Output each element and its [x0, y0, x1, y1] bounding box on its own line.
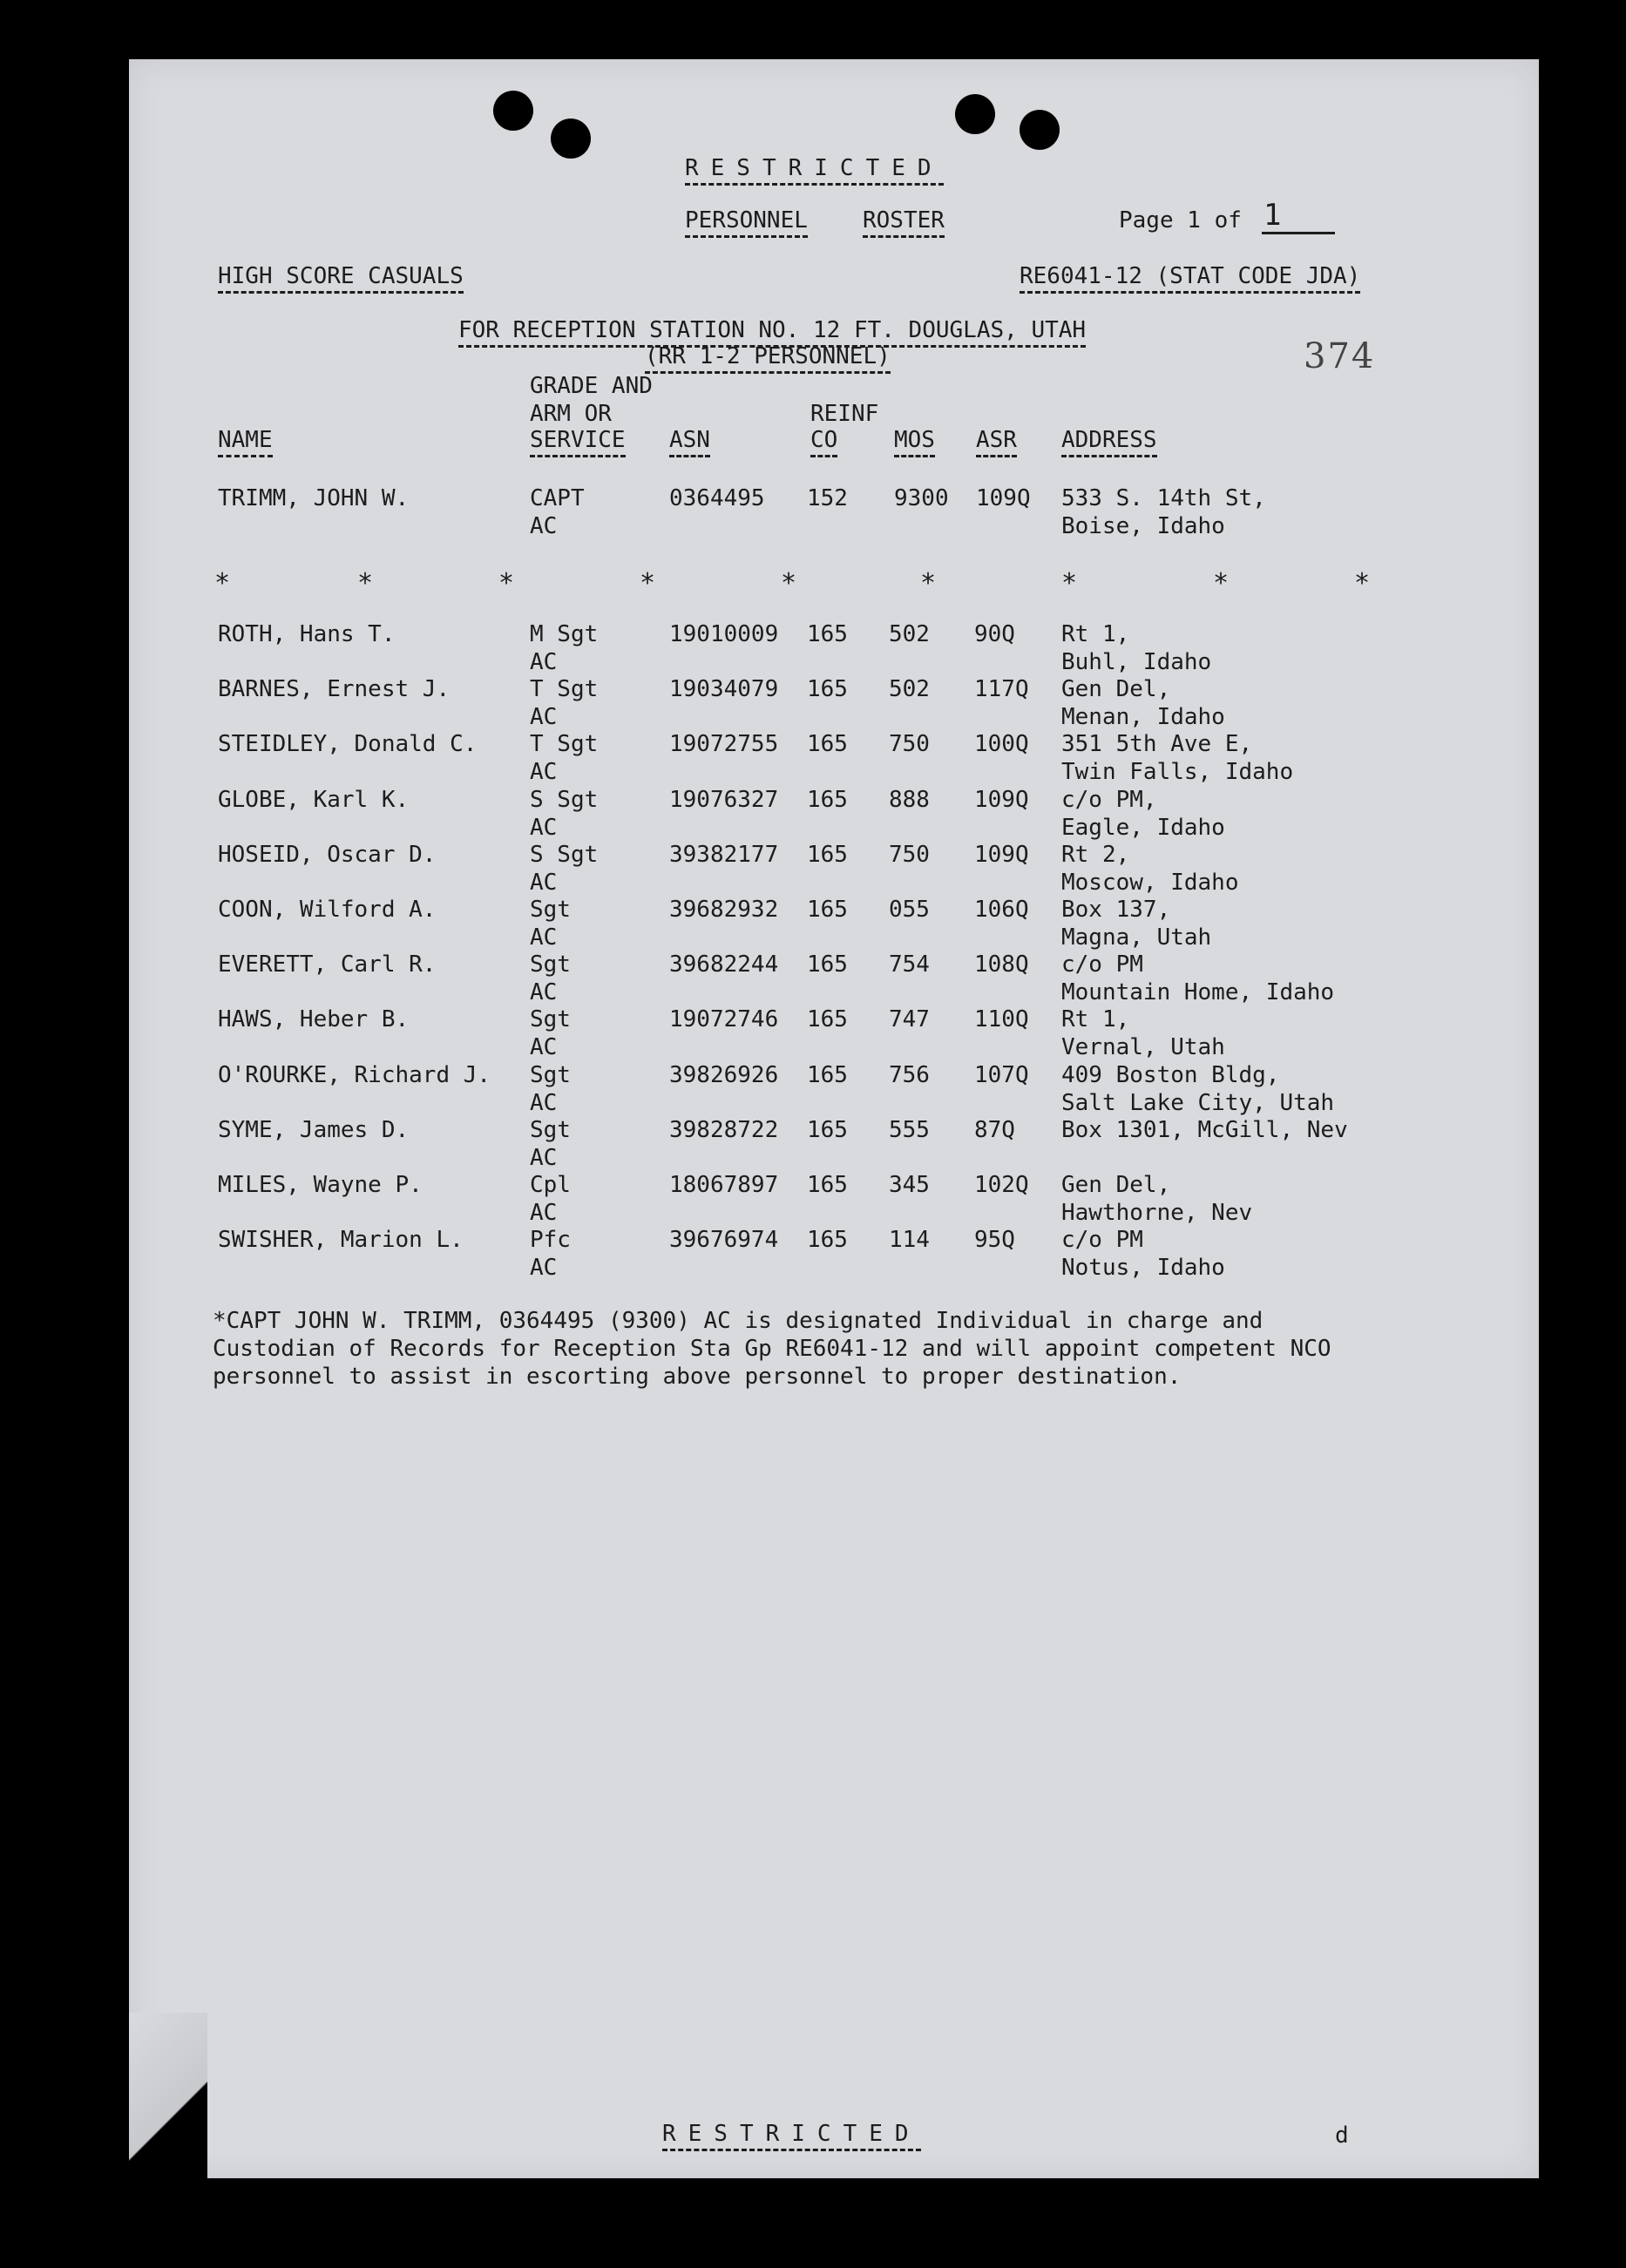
cell-asr: 100Q: [974, 731, 1029, 758]
cell-grade: Sgt: [530, 1006, 571, 1033]
officer-address-1: 533 S. 14th St,: [1061, 485, 1266, 511]
cell-addr2: Magna, Utah: [1061, 924, 1212, 951]
cell-addr1: Rt 2,: [1061, 841, 1130, 868]
group-name: HIGH SCORE CASUALS: [218, 263, 464, 294]
cell-mos: 502: [889, 676, 930, 703]
cell-addr2: Notus, Idaho: [1061, 1255, 1225, 1282]
cell-name: COON, Wilford A.: [218, 897, 437, 923]
cell-grade: S Sgt: [530, 841, 599, 868]
cell-addr1: c/o PM,: [1061, 786, 1157, 813]
cell-name: HAWS, Heber B.: [218, 1006, 410, 1033]
cell-mos: 750: [889, 841, 930, 868]
separator-star: *: [357, 568, 374, 599]
cell-addr1: Box 137,: [1061, 897, 1171, 923]
page-total-underline: [1262, 207, 1335, 234]
cell-co: 165: [807, 897, 848, 923]
restricted-footer: RESTRICTED: [662, 2121, 921, 2151]
separator-star: *: [1354, 568, 1371, 599]
cell-asn: 39828722: [669, 1116, 779, 1143]
cell-co: 165: [807, 951, 848, 978]
table-row: [0, 1171, 1626, 1227]
col-grade-line1: GRADE AND: [530, 373, 653, 399]
table-row: [0, 1116, 1626, 1172]
cell-asn: 39682932: [669, 897, 779, 923]
cell-name: HOSEID, Oscar D.: [218, 841, 437, 868]
cell-addr2: Menan, Idaho: [1061, 704, 1225, 731]
cell-addr1: 409 Boston Bldg,: [1061, 1061, 1280, 1088]
cell-grade: S Sgt: [530, 786, 599, 813]
table-row: [0, 1005, 1626, 1061]
table-row: [0, 730, 1626, 786]
cell-asn: 39676974: [669, 1227, 779, 1254]
cell-addr1: Rt 1,: [1061, 621, 1130, 647]
cell-arm: AC: [530, 924, 558, 951]
cell-grade: T Sgt: [530, 731, 599, 758]
cell-addr2: Buhl, Idaho: [1061, 649, 1212, 675]
cell-arm: AC: [530, 869, 558, 896]
cell-asn: 19010009: [669, 621, 779, 647]
separator-star: *: [498, 568, 515, 599]
cell-arm: AC: [530, 1089, 558, 1116]
cell-co: 165: [807, 1061, 848, 1088]
cell-arm: AC: [530, 814, 558, 841]
cell-co: 165: [807, 731, 848, 758]
cell-name: BARNES, Ernest J.: [218, 676, 451, 703]
roster-title-personnel: PERSONNEL: [685, 207, 808, 238]
separator-star: *: [920, 568, 937, 599]
cell-co: 165: [807, 1227, 848, 1254]
punch-hole: [955, 94, 995, 134]
table-row: [0, 1226, 1626, 1282]
cell-arm: AC: [530, 649, 558, 675]
cell-mos: 502: [889, 621, 930, 647]
officer-co: 152: [807, 485, 848, 511]
cell-mos: 888: [889, 786, 930, 813]
cell-asr: 102Q: [974, 1172, 1029, 1198]
cell-arm: AC: [530, 759, 558, 786]
page-label: Page 1 of: [1119, 207, 1242, 234]
cell-arm: AC: [530, 1200, 558, 1226]
restricted-heading: RESTRICTED: [685, 155, 944, 186]
col-reinf-line1: REINF: [810, 401, 879, 427]
cell-addr2: Salt Lake City, Utah: [1061, 1089, 1335, 1116]
cell-addr2: Twin Falls, Idaho: [1061, 759, 1294, 786]
cell-asn: 19072755: [669, 731, 779, 758]
cell-arm: AC: [530, 1255, 558, 1282]
cell-name: O'ROURKE, Richard J.: [218, 1061, 491, 1088]
cell-asn: 39382177: [669, 841, 779, 868]
footnote: *CAPT JOHN W. TRIMM, 0364495 (9300) AC is designated Individual in charge and Custodian of Records for Reception Sta Gp RE6041-12 and will appoint competent NCO personnel to assist in escorting above personnel to proper destination.: [213, 1308, 1331, 1390]
cell-name: SYME, James D.: [218, 1116, 410, 1143]
cell-asn: 18067897: [669, 1172, 779, 1198]
station-line: FOR RECEPTION STATION NO. 12 FT. DOUGLAS, UTAH: [458, 317, 1086, 348]
cell-co: 165: [807, 1116, 848, 1143]
cell-addr2: Eagle, Idaho: [1061, 814, 1225, 841]
cell-asr: 90Q: [974, 621, 1015, 647]
cell-addr1: c/o PM: [1061, 1227, 1143, 1254]
officer-grade: CAPT: [530, 485, 585, 511]
punch-hole: [1020, 110, 1060, 150]
table-row: [0, 620, 1626, 676]
cell-asn: 39826926: [669, 1061, 779, 1088]
col-asr: ASR: [976, 427, 1017, 457]
officer-row: [0, 484, 1626, 540]
officer-asn: 0364495: [669, 485, 765, 511]
cell-name: GLOBE, Karl K.: [218, 786, 410, 813]
col-name: NAME: [218, 427, 273, 457]
cell-mos: 747: [889, 1006, 930, 1033]
table-row: [0, 675, 1626, 731]
separator-star: *: [214, 568, 231, 599]
cell-arm: AC: [530, 979, 558, 1006]
table-row: [0, 896, 1626, 951]
separator-star: *: [640, 568, 656, 599]
cell-mos: 754: [889, 951, 930, 978]
officer-asr: 109Q: [976, 485, 1031, 511]
cell-asr: 106Q: [974, 897, 1029, 923]
cell-asn: 39682244: [669, 951, 779, 978]
table-row: [0, 841, 1626, 897]
col-grade-line3: SERVICE: [530, 427, 626, 457]
station-subline: (RR 1-2 PERSONNEL): [645, 343, 891, 374]
cell-addr1: Box 1301, McGill, Nev: [1061, 1116, 1348, 1143]
cell-grade: Sgt: [530, 951, 571, 978]
cell-asn: 19072746: [669, 1006, 779, 1033]
cell-addr1: Gen Del,: [1061, 676, 1171, 703]
col-mos: MOS: [894, 427, 935, 457]
cell-mos: 114: [889, 1227, 930, 1254]
cell-mos: 756: [889, 1061, 930, 1088]
cell-name: ROTH, Hans T.: [218, 621, 396, 647]
folded-corner: [129, 2013, 207, 2178]
separator-star: *: [1213, 568, 1230, 599]
page-total: 1: [1264, 198, 1282, 233]
col-asn: ASN: [669, 427, 710, 457]
cell-co: 165: [807, 786, 848, 813]
cell-addr1: c/o PM: [1061, 951, 1143, 978]
separator-star: *: [781, 568, 797, 599]
col-address: ADDRESS: [1061, 427, 1157, 457]
cell-asr: 87Q: [974, 1116, 1015, 1143]
cell-addr1: Gen Del,: [1061, 1172, 1171, 1198]
cell-arm: AC: [530, 704, 558, 731]
cell-asr: 95Q: [974, 1227, 1015, 1254]
cell-name: SWISHER, Marion L.: [218, 1227, 464, 1254]
cell-asn: 19076327: [669, 786, 779, 813]
cell-asr: 110Q: [974, 1006, 1029, 1033]
cell-asr: 109Q: [974, 786, 1029, 813]
cell-co: 165: [807, 1172, 848, 1198]
cell-grade: Sgt: [530, 897, 571, 923]
officer-arm: AC: [530, 513, 558, 539]
cell-asr: 107Q: [974, 1061, 1029, 1088]
cell-arm: AC: [530, 1034, 558, 1061]
cell-name: MILES, Wayne P.: [218, 1172, 423, 1198]
cell-co: 165: [807, 676, 848, 703]
stamp-number: 374: [1304, 336, 1376, 376]
cell-asn: 19034079: [669, 676, 779, 703]
cell-name: STEIDLEY, Donald C.: [218, 731, 478, 758]
cell-arm: AC: [530, 1144, 558, 1171]
corner-mark: d: [1335, 2122, 1349, 2149]
table-row: [0, 951, 1626, 1006]
col-grade-line2: ARM OR: [530, 401, 612, 427]
cell-grade: Sgt: [530, 1116, 571, 1143]
roster-title-roster: ROSTER: [863, 207, 945, 238]
separator-star: *: [1061, 568, 1078, 599]
officer-address-2: Boise, Idaho: [1061, 513, 1225, 539]
cell-mos: 055: [889, 897, 930, 923]
cell-addr1: Rt 1,: [1061, 1006, 1130, 1033]
cell-grade: Pfc: [530, 1227, 571, 1254]
cell-addr2: Mountain Home, Idaho: [1061, 979, 1335, 1006]
cell-grade: T Sgt: [530, 676, 599, 703]
cell-asr: 109Q: [974, 841, 1029, 868]
officer-name: TRIMM, JOHN W.: [218, 485, 410, 511]
punch-hole: [551, 118, 591, 159]
cell-mos: 555: [889, 1116, 930, 1143]
cell-addr1: 351 5th Ave E,: [1061, 731, 1253, 758]
cell-co: 165: [807, 621, 848, 647]
punch-hole: [493, 91, 533, 131]
cell-asr: 117Q: [974, 676, 1029, 703]
cell-asr: 108Q: [974, 951, 1029, 978]
cell-grade: Cpl: [530, 1172, 571, 1198]
cell-addr2: Moscow, Idaho: [1061, 869, 1239, 896]
cell-co: 165: [807, 1006, 848, 1033]
cell-mos: 345: [889, 1172, 930, 1198]
table-row: [0, 1061, 1626, 1117]
stat-code: RE6041-12 (STAT CODE JDA): [1020, 263, 1360, 294]
cell-co: 165: [807, 841, 848, 868]
cell-mos: 750: [889, 731, 930, 758]
cell-name: EVERETT, Carl R.: [218, 951, 437, 978]
cell-addr2: Vernal, Utah: [1061, 1034, 1225, 1061]
officer-mos: 9300: [894, 485, 949, 511]
cell-grade: M Sgt: [530, 621, 599, 647]
col-reinf-line2: CO: [810, 427, 837, 457]
cell-addr2: Hawthorne, Nev: [1061, 1200, 1253, 1226]
table-row: [0, 786, 1626, 842]
cell-grade: Sgt: [530, 1061, 571, 1088]
